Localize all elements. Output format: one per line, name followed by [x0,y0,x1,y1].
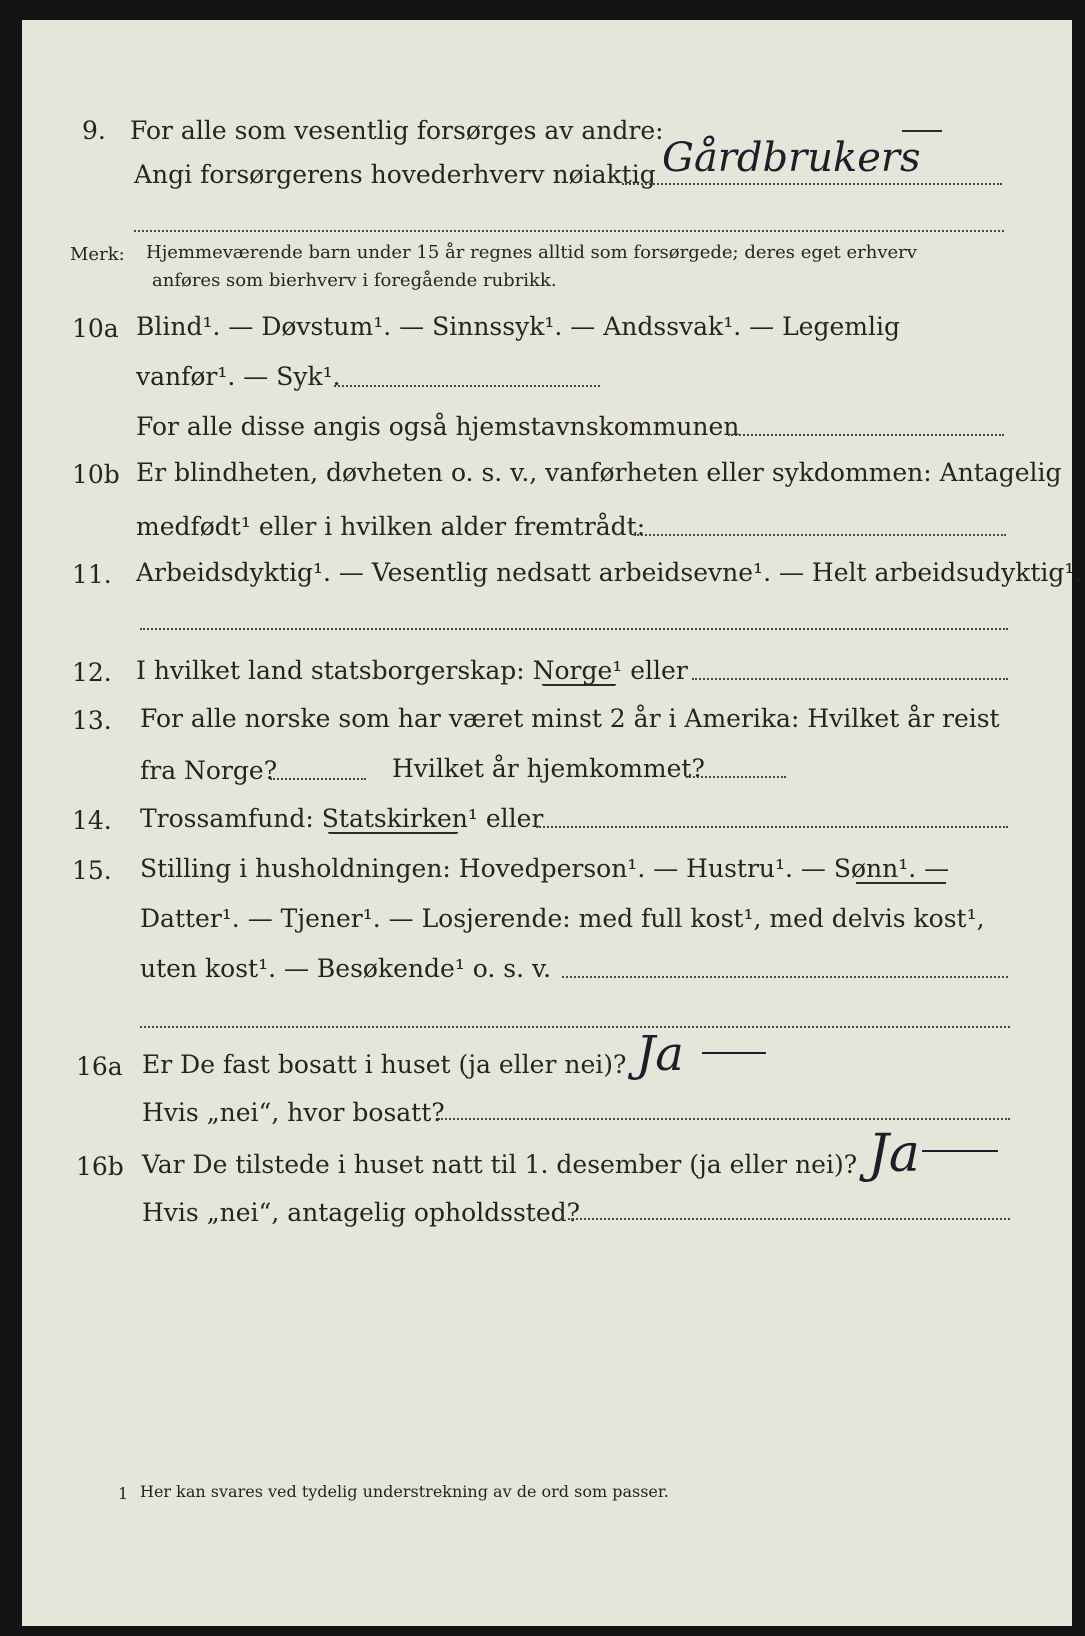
q16b-opholdssted-line [568,1218,1010,1220]
q15-blank-line [140,1026,1010,1028]
q11-blank-line [140,628,1008,630]
q9-handwritten-answer: Gårdbrukers [662,135,921,181]
q15-line2: Datter¹. — Tjener¹. — Losjerende: med full kost¹, med delvis kost¹, [140,904,985,933]
q16a-line2: Hvis „nei“, hvor bosatt? [142,1098,445,1127]
q15-number: 15. [72,856,112,885]
footnote-text: Her kan svares ved tydelig understrekning av de ord som passer. [140,1482,669,1501]
q10b-number: 10b [72,460,120,489]
q12-norge-underline [542,684,616,686]
footnote-mark: 1 [118,1484,129,1503]
q10b-line2: medfødt¹ eller i hvilken alder fremtrådt: [136,512,646,541]
q15-line3: uten kost¹. — Besøkende¹ o. s. v. [140,954,552,983]
q10a-line1: Blind¹. — Døvstum¹. — Sinnssyk¹. — Andssvak¹. — Legemlig [136,312,900,341]
q16b-line1: Var De tilstede i huset natt til 1. desember (ja eller nei)? [142,1150,858,1179]
q14-answer-line [536,826,1008,828]
q12-line1: I hvilket land statsborgerskap: Norge¹ eller [136,656,688,685]
merk-label: Merk: [70,244,125,265]
q14-number: 14. [72,806,112,835]
q10b-line1: Er blindheten, døvheten o. s. v., vanførheten eller sykdommen: Antagelig [136,458,1062,487]
q12-number: 12. [72,658,112,687]
q16a-line1: Er De fast bosatt i huset (ja eller nei)? [142,1050,627,1079]
q13-line2b: Hvilket år hjemkommet? [392,754,705,783]
q16b-handwritten-answer: Ja [868,1124,920,1184]
q9-answer-line [622,183,1002,185]
q13-line2a: fra Norge? [140,756,278,785]
q9-number: 9. [82,116,106,145]
q10b-answer-line [634,534,1006,536]
q11-line1: Arbeidsdyktig¹. — Vesentlig nedsatt arbeidsevne¹. — Helt arbeidsudyktig¹. [136,558,1083,587]
q15-line1: Stilling i husholdningen: Hovedperson¹. — Hustru¹. — Sønn¹. — [140,854,950,883]
q9-line2: Angi forsørgerens hovederhverv nøiaktig [134,160,656,189]
census-form-page [22,20,1083,1626]
handwritten-stroke [922,1150,998,1152]
q10a-kommune-line [728,434,1004,436]
q13-reist-line [270,778,366,780]
q16b-line2: Hvis „nei“, antagelig opholdssted? [142,1198,581,1227]
q11-number: 11. [72,560,112,589]
q10a-number: 10a [72,314,119,343]
merk-line1: Hjemmeværende barn under 15 år regnes alltid som forsørgede; deres eget erhverv [146,242,917,263]
q14-line1: Trossamfund: Statskirken¹ eller [140,804,544,833]
q16a-number: 16a [76,1052,123,1081]
merk-line2: anføres som bierhverv i foregående rubrikk. [152,270,557,291]
q13-hjemkommet-line [686,776,786,778]
handwritten-stroke [702,1052,766,1054]
q10a-syk-line [334,385,600,387]
q13-line1: For alle norske som har været minst 2 år i Amerika: Hvilket år reist [140,704,1000,733]
q15-answer-line [562,976,1008,978]
q16a-handwritten-answer: Ja [636,1026,684,1082]
q9-blank-line [134,230,1004,232]
handwritten-stroke [902,130,942,132]
q16a-bosatt-line [438,1118,1010,1120]
q16b-number: 16b [76,1152,124,1181]
q14-statskirken-underline [328,832,458,834]
q9-line1: For alle som vesentlig forsørges av andre: [130,116,664,145]
q12-answer-line [692,678,1008,680]
q13-number: 13. [72,706,112,735]
q10a-line3: For alle disse angis også hjemstavnskommunen [136,412,740,441]
q10a-line2: vanfør¹. — Syk¹. [136,362,341,391]
q15-sonn-underline [856,882,946,884]
